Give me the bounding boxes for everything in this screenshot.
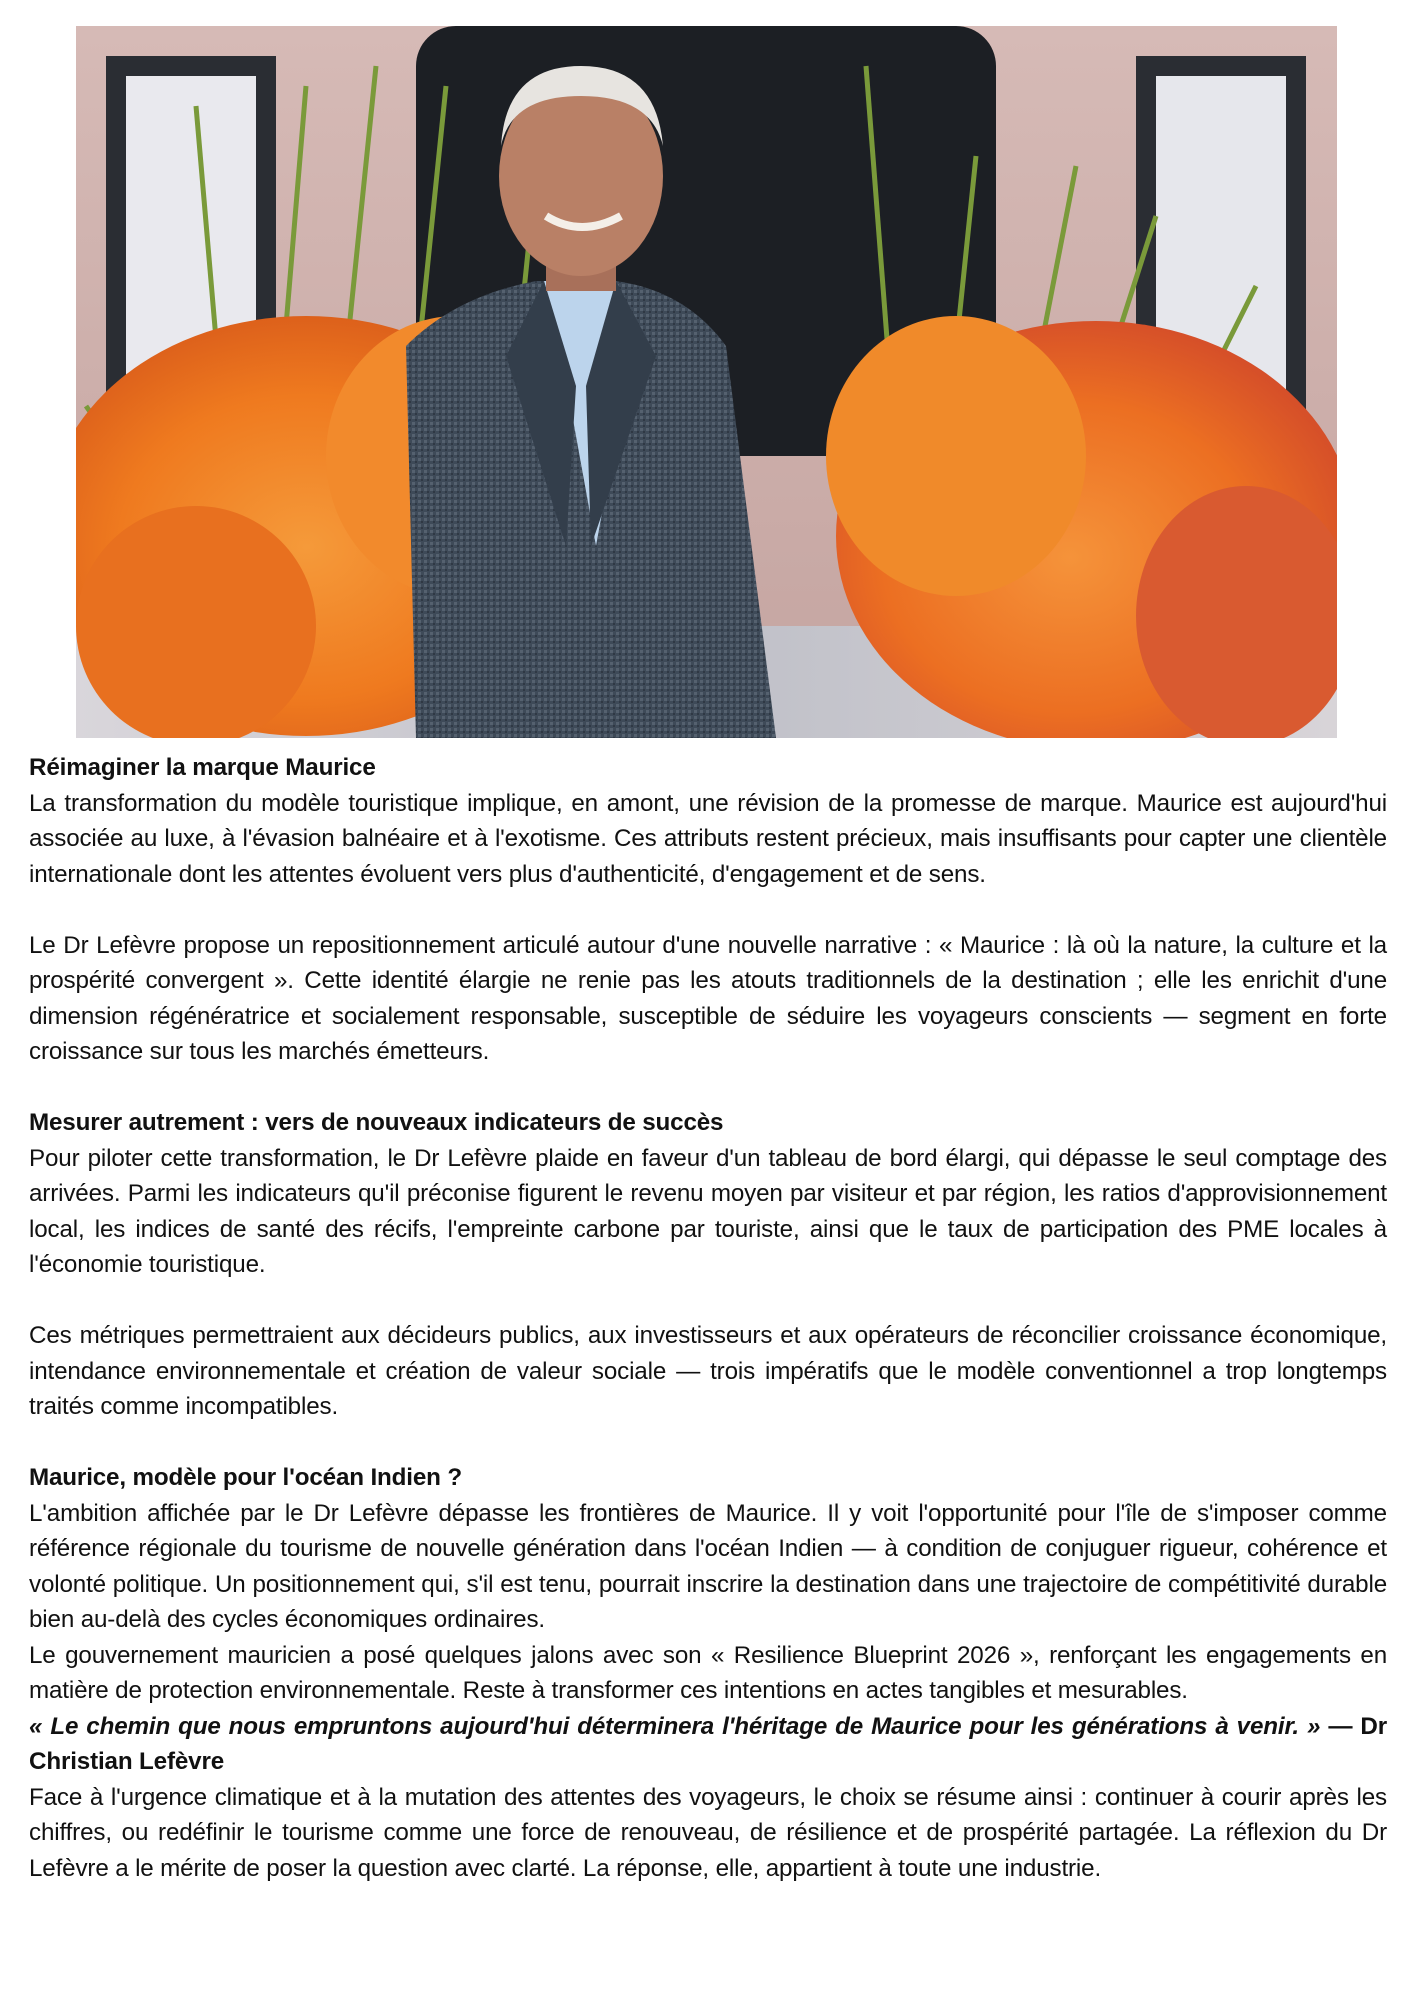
section-heading-metrics: Mesurer autrement : vers de nouveaux indicateurs de succès — [29, 1109, 724, 1136]
paragraph-spacer — [29, 1425, 1387, 1461]
section-heading-brand: Réimaginer la marque Maurice — [29, 754, 376, 781]
paragraph-spacer — [29, 1070, 1387, 1106]
hero-photo — [76, 26, 1337, 738]
pull-quote — [29, 1709, 1387, 1780]
paragraph-spacer — [29, 1283, 1387, 1319]
paragraph-metrics-1: Pour piloter cette transformation, le Dr Lefèvre plaide en faveur d'un tableau de bord élargi, qui dépasse le seul comptage des arrivées. Parmi les indicateurs qu'il préconise figurent le revenu moyen par visiteur et par région, les ratios d'approvisionnement local, les indices de santé des récifs, l'empreinte carbone par touriste, ainsi que le taux de participation des PME locales à l'économie touristique. — [29, 1144, 1387, 1278]
paragraph-brand-2: Le Dr Lefèvre propose un repositionnement articulé autour d'une nouvelle narrative : « Maurice : là où la nature, la culture et la prospérité convergent ». Cette identité élargie ne renie pas les atouts traditionnels de la destination ; elle les enrichit d'une dimension régénératrice et socialement responsable, susceptible de séduire les voyageurs conscients — segment en forte croissance sur tous les marchés émetteurs. — [29, 931, 1387, 1065]
paragraph-indian-ocean-1: L'ambition affichée par le Dr Lefèvre dépasse les frontières de Maurice. Il y voit l'opportunité pour l'île de s'imposer comme référence régionale du tourisme de nouvelle génération dans l'océan Indien — à condition de conjuguer rigueur, cohérence et volonté politique. Un positionnement qui, s'il est tenu, pourrait inscrire la destination dans une trajectoire de compétitivité durable bien au-delà des cycles économiques ordinaires. — [29, 1499, 1387, 1633]
portrait-illustration — [76, 26, 1337, 738]
paragraph-spacer — [29, 892, 1387, 928]
closing-paragraph: Face à l'urgence climatique et à la mutation des attentes des voyageurs, le choix se résume ainsi : continuer à courir après les chiffres, ou redéfinir le tourisme comme une force de renouveau, de résilience et de prospérité partagée. La réflexion du Dr Lefèvre a le mérite de poser la question avec clarté. La réponse, elle, appartient à toute une industrie. — [29, 1783, 1387, 1882]
quote-attribution: — Dr Christian Lefèvre — [29, 1712, 1387, 1775]
section-heading-indian-ocean: Maurice, modèle pour l'océan Indien ? — [29, 1464, 462, 1491]
quote-text: « Le chemin que nous empruntons aujourd'hui déterminera l'héritage de Maurice pour les générations à venir. » — [29, 1712, 1321, 1740]
paragraph-brand-1: La transformation du modèle touristique implique, en amont, une révision de la promesse de marque. Maurice est aujourd'hui associée au luxe, à l'évasion balnéaire et à l'exotisme. Ces attributs restent précieux, mais insuffisants pour capter une clientèle internationale dont les attentes évoluent vers plus d'authenticité, d'engagement et de sens. — [29, 789, 1387, 888]
paragraph-indian-ocean-2: Le gouvernement mauricien a posé quelques jalons avec son « Resilience Blueprint 2026 », renforçant les engagements en matière de protection environnementale. Reste à transformer ces intentions en actes tangibles et mesurables. — [29, 1641, 1387, 1704]
paragraph-metrics-2: Ces métriques permettraient aux décideurs publics, aux investisseurs et aux opérateurs de réconcilier croissance économique, intendance environnementale et création de valeur sociale — trois impératifs que le modèle conventionnel a trop longtemps traités comme incompatibles. — [29, 1322, 1387, 1420]
article-body — [29, 750, 1387, 1886]
